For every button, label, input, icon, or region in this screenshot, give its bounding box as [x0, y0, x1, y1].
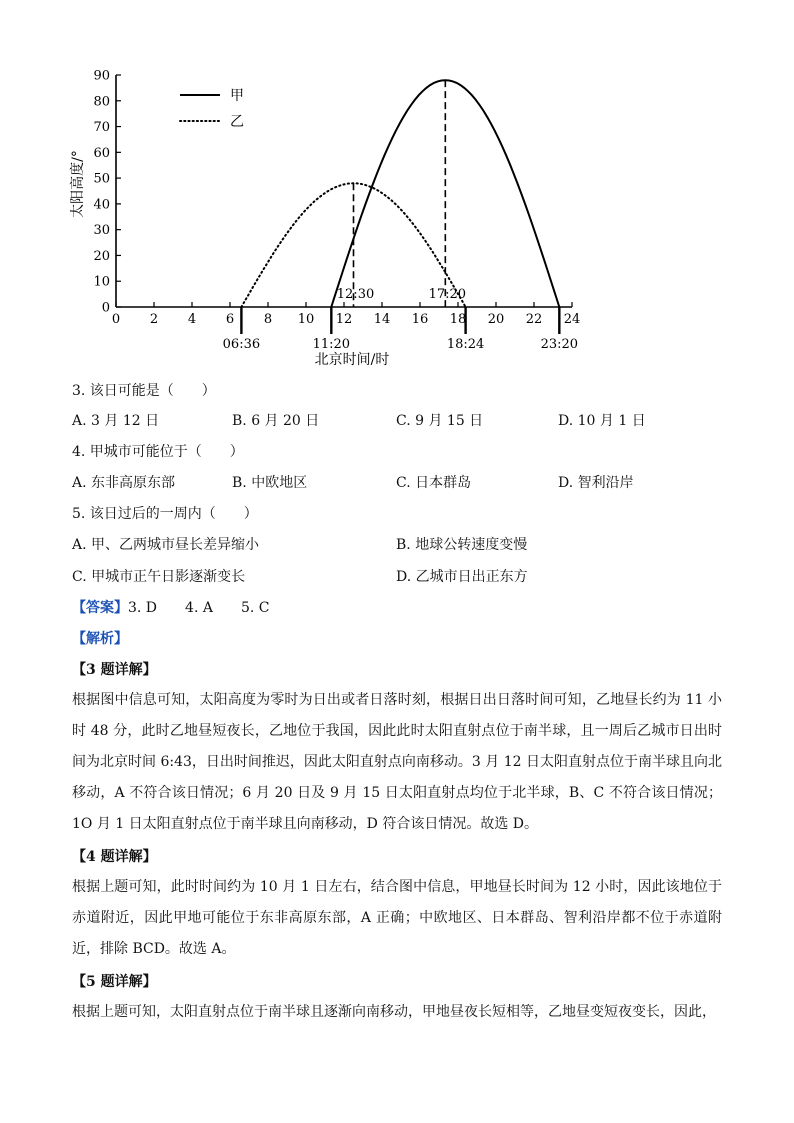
- x-tick-label: 0: [111, 312, 121, 327]
- sunset-label-yi: 18:24: [446, 337, 485, 352]
- detail-4-text: 根据上题可知，此时时间约为 10 月 1 日左右，结合图中信息，甲地昼长时间为 12 小时，因此该地位于赤道附近，因此甲地可能位于东非高原东部，A 正确；中欧地区、日本群岛、智利沿岸都不位于赤道附近，排除 BCD。故选 A。: [72, 879, 722, 957]
- answer-text: 3. D 4. A 5. C: [128, 600, 270, 616]
- y-tick-label: 30: [93, 223, 110, 239]
- solar-altitude-chart: [60, 60, 600, 380]
- y-tick-label: 70: [93, 120, 110, 136]
- question-3-option-c: C. 9 月 15 日: [396, 413, 484, 429]
- x-tick-label: 20: [487, 312, 505, 327]
- legend-label-yi: 乙: [230, 114, 244, 130]
- detail-5-text: 根据上题可知，太阳直射点位于南半球且逐渐向南移动，甲地昼夜长短相等，乙地昼变短夜变长，因此，: [72, 1004, 716, 1020]
- answer-line: [72, 599, 269, 617]
- x-tick-label: 18: [449, 312, 467, 327]
- question-5-stem: 5. 该日过后的一周内（ ）: [72, 506, 258, 522]
- x-tick-label: 22: [525, 312, 543, 327]
- question-3-option-a: A. 3 月 12 日: [72, 413, 160, 429]
- y-tick-label: 0: [101, 300, 110, 316]
- chart-series: [241, 80, 559, 334]
- answer-label: 【答案】: [72, 600, 128, 616]
- y-tick-label: 20: [93, 248, 110, 264]
- question-5-option-c: C. 甲城市正午日影逐渐变长: [72, 569, 246, 585]
- x-tick-label: 4: [187, 312, 197, 327]
- question-4-option-a: A. 东非高原东部: [72, 475, 176, 491]
- legend-label-jia: 甲: [230, 88, 244, 104]
- question-4-option-b: B. 中欧地区: [232, 475, 308, 491]
- y-axis-label: 太阳高度/°: [70, 150, 86, 218]
- question-4-stem: 4. 甲城市可能位于（ ）: [72, 444, 244, 460]
- question-5-option-b: B. 地球公转速度变慢: [396, 537, 528, 553]
- x-tick-label: 6: [225, 312, 235, 327]
- question-3-option-d: D. 10 月 1 日: [558, 413, 646, 429]
- y-tick-label: 40: [93, 197, 110, 213]
- y-tick-label: 60: [93, 145, 110, 161]
- noon-label-jia: 17:20: [428, 287, 467, 302]
- detail-5-title: 【5 题详解】: [72, 974, 157, 990]
- x-axis-label: 北京时间/时: [314, 352, 390, 368]
- x-tick-label: 24: [563, 312, 581, 327]
- analysis-label: 【解析】: [72, 631, 128, 647]
- y-tick-label: 90: [93, 68, 110, 84]
- sunset-label-jia: 23:20: [540, 337, 579, 352]
- x-tick-label: 10: [297, 312, 315, 327]
- question-3-stem: 3. 该日可能是（ ）: [72, 383, 216, 399]
- detail-4-title: 【4 题详解】: [72, 849, 157, 865]
- question-3-option-b: B. 6 月 20 日: [232, 413, 320, 429]
- sunrise-label-jia: 11:20: [312, 337, 351, 352]
- x-tick-label: 12: [335, 312, 353, 327]
- y-tick-label: 50: [93, 171, 110, 187]
- question-4-option-c: C. 日本群岛: [396, 475, 472, 491]
- noon-label-yi: 12:30: [336, 287, 375, 302]
- detail-3-title: 【3 题详解】: [72, 662, 157, 678]
- y-tick-label: 80: [93, 94, 110, 110]
- detail-3-text: 根据图中信息可知，太阳高度为零时为日出或者日落时刻，根据日出日落时间可知，乙地昼长约为 11 小时 48 分，此时乙地昼短夜长，乙地位于我国，因此此时太阳直射点位于南半球，且一周后乙城市日出时间为北京时间 6:43，日出时间推迟，因此太阳直射点向南移动。3 月 12 日太阳直射点位于南半球且向北移动，A 不符合该日情况；6 月 20 日及 9 月 15 日太阳直射点均位于北半球，B、C 不符合该日情况；1O 月 1 日太阳直射点位于南半球且向南移动，D 符合该日情况。故选 D。: [72, 692, 722, 832]
- question-4-option-d: D. 智利沿岸: [558, 475, 634, 491]
- question-5-option-d: D. 乙城市日出正东方: [396, 569, 528, 585]
- question-5-option-a: A. 甲、乙两城市昼长差异缩小: [72, 537, 260, 553]
- sunrise-label-yi: 06:36: [222, 337, 261, 352]
- x-tick-label: 16: [411, 312, 429, 327]
- y-tick-label: 10: [93, 274, 110, 290]
- x-tick-label: 14: [373, 312, 391, 327]
- x-tick-label: 8: [263, 312, 273, 327]
- x-tick-label: 2: [149, 312, 159, 327]
